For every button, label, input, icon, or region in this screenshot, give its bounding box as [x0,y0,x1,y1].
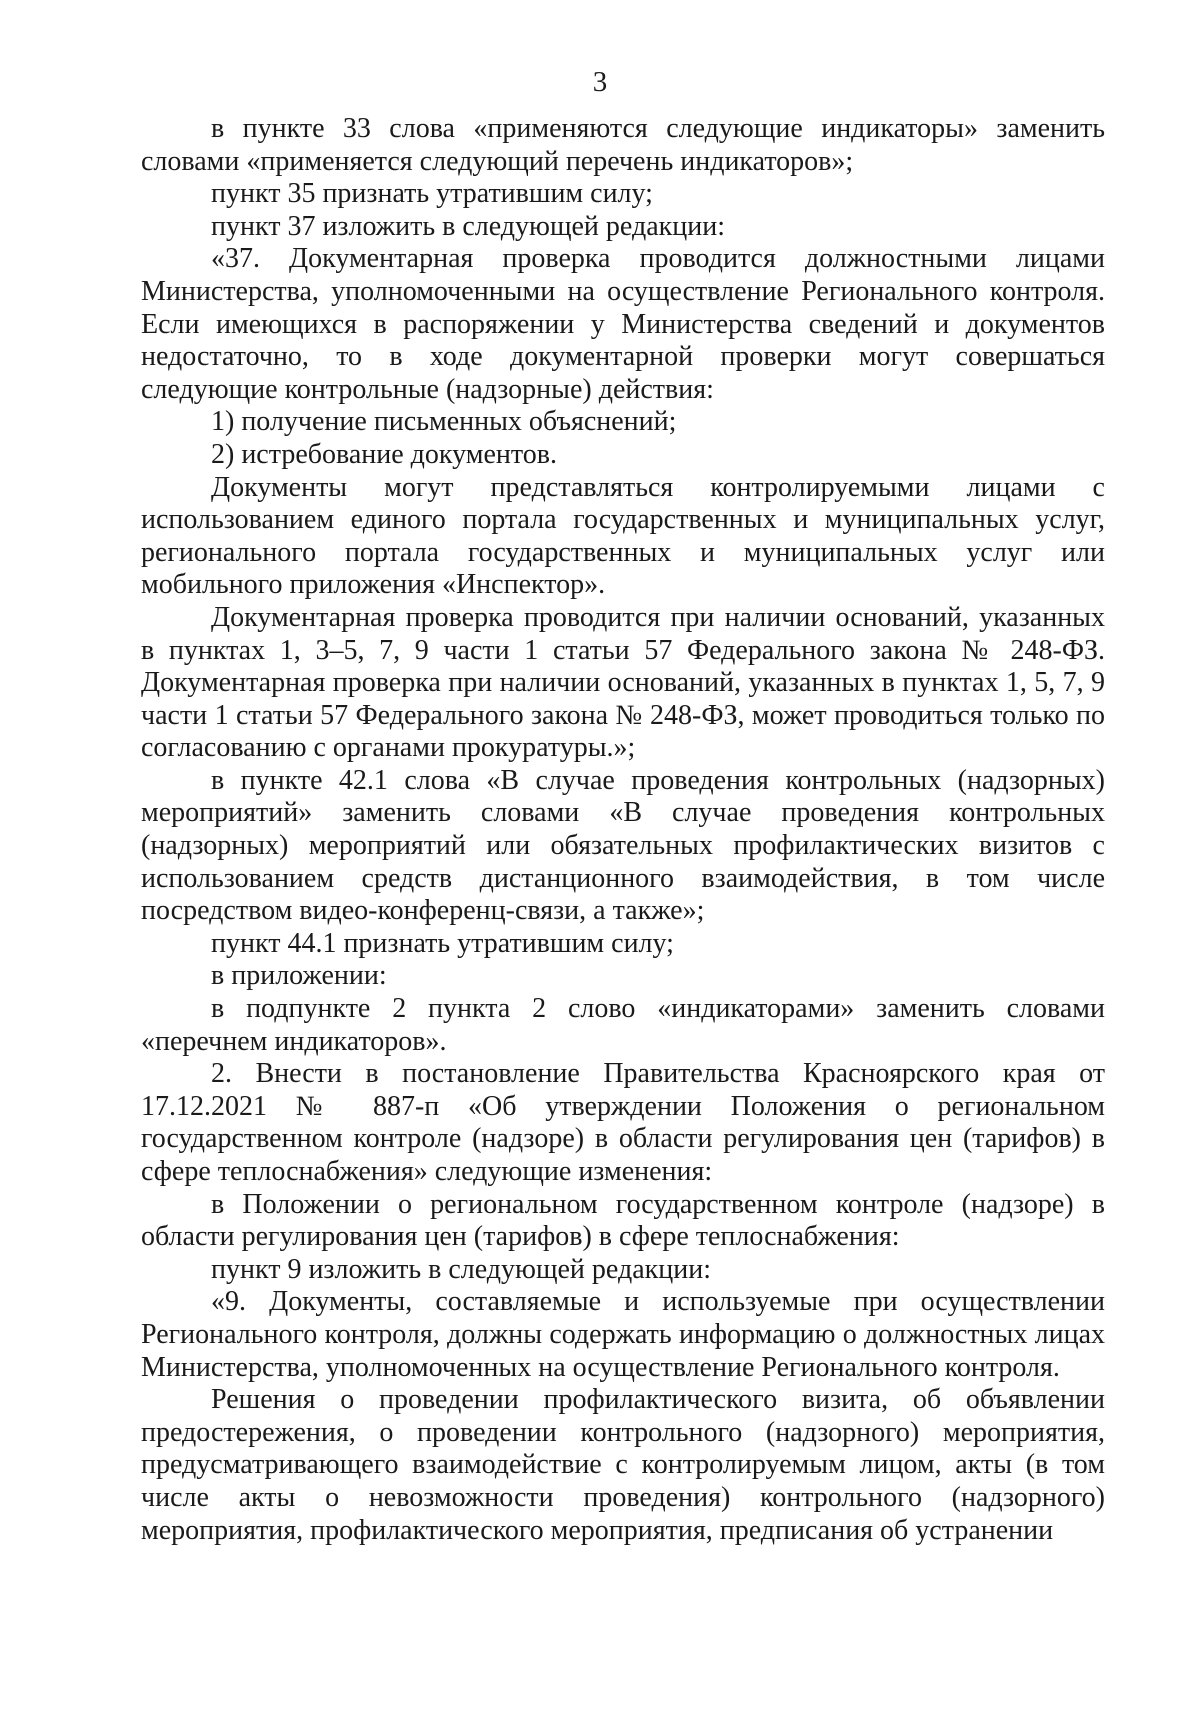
paragraph-3: пункт 37 изложить в следующей редакции: [211,210,725,242]
paragraph-1: в пункте 33 слова «применяются следующие индикаторы» заменить словами «применяется следующий перечень индикаторов»; [141,113,1105,177]
paragraph-15: пункт 9 изложить в следующей редакции: [211,1253,711,1285]
paragraph-2: пункт 35 признать утратившим силу; [211,178,653,210]
paragraph-9: в пункте 42.1 слова «В случае проведения контрольных (надзорных) мероприятий» заменить словами «В случае проведения контрольных (надзорных) мероприятий или обязательных профилактических визитов с использованием средств дистанционного взаимодействия, в том числе посредством видео-конференц-связи, а также»; [141,764,1105,927]
paragraph-12: в подпункте 2 пункта 2 слово «индикаторами» заменить словами «перечнем индикаторов». [141,993,1105,1057]
document-body [141,113,1105,1547]
paragraph-10: пункт 44.1 признать утратившим силу; [211,927,674,959]
paragraph-8: Документарная проверка проводится при наличии оснований, указанных в пунктах 1, 3–5, 7, 9 части 1 статьи 57 Федерального закона № 248-ФЗ. Документарная проверка при наличии оснований, указанных в пунктах 1, 5, 7, 9 части 1 статьи 57 Федерального закона № 248-ФЗ, может проводиться только по согласованию с органами прокуратуры.»; [141,601,1105,764]
paragraph-7: Документы могут представляться контролируемыми лицами с использованием единого портала государственных и муниципальных услуг, регионального портала государственных и муниципальных услуг или мобильного приложения «Инспектор». [141,471,1105,601]
paragraph-4: «37. Документарная проверка проводится должностными лицами Министерства, уполномоченными на осуществление Регионального контроля. Если имеющихся в распоряжении у Министерства сведений и документов недостаточно, то в ходе документарной проверки могут совершаться следующие контрольные (надзорные) действия: [141,243,1105,405]
paragraph-6: 2) истребование документов. [211,438,557,470]
paragraph-17: Решения о проведении профилактического визита, об объявлении предостережения, о проведении контрольного (надзорного) мероприятия, предусматривающего взаимодействие с контролируемым лицом, акты (в том числе акты о невозможности проведения) контрольного (надзорного) мероприятия, профилактического мероприятия, предписания об устранении [141,1384,1105,1546]
paragraph-14: в Положении о региональном государственном контроле (надзоре) в области регулирования цен (тарифов) в сфере теплоснабжения: [141,1188,1105,1253]
paragraph-5: 1) получение письменных объяснений; [211,406,677,438]
page-number: 3 [592,66,608,98]
paragraph-11: в приложении: [211,960,387,992]
paragraph-13: 2. Внести в постановление Правительства Красноярского края от 17.12.2021 № 887-п «Об утверждении Положения о региональном государственном контроле (надзоре) в области регулирования цен (тарифов) в сфере теплоснабжения» следующие изменения: [141,1058,1105,1187]
paragraph-16: «9. Документы, составляемые и используемые при осуществлении Регионального контроля, должны содержать информацию о должностных лицах Министерства, уполномоченных на осуществление Регионального контроля. [141,1286,1105,1383]
